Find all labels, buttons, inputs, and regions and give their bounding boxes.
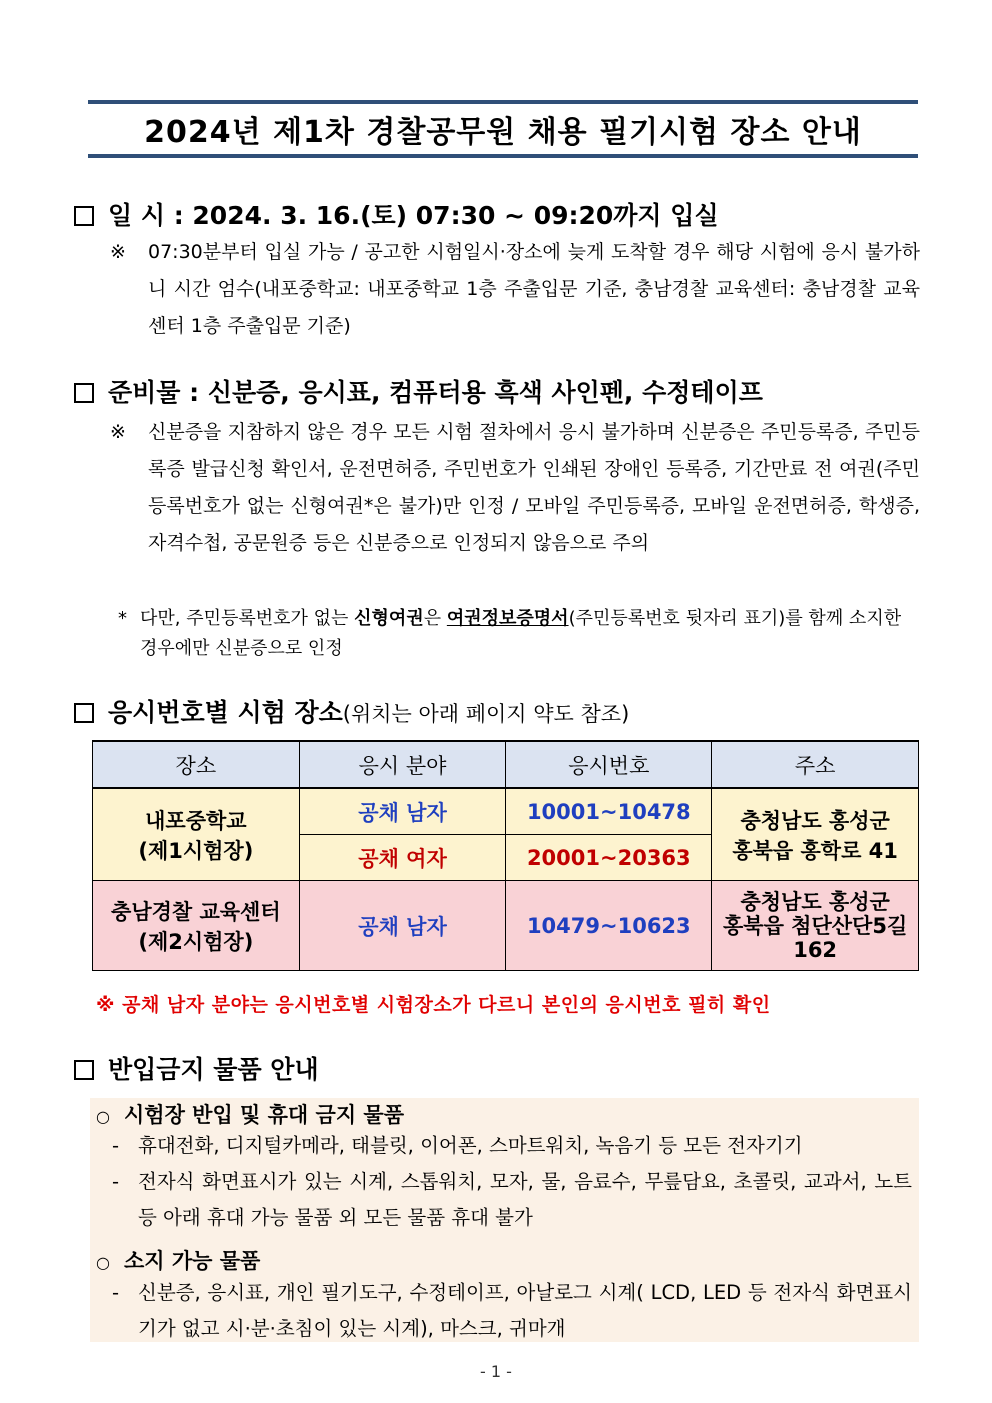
address-line: 162 xyxy=(793,937,838,962)
footnote-part: 은 xyxy=(423,608,447,629)
schedule-note xyxy=(110,234,920,345)
document-title-box xyxy=(88,100,918,158)
checkbox-square-icon xyxy=(74,206,94,226)
list-item-text: 신분증, 응시표, 개인 필기도구, 수정테이프, 아날로그 시계( LCD, LED 등 전자식 화면표시기가 없고 시·분·초침이 있는 시계), 마스크, 귀마개 xyxy=(138,1281,912,1340)
checkbox-square-icon xyxy=(74,1060,94,1080)
venues-heading: 응시번호별 시험 장소 xyxy=(108,698,343,727)
footnote-emphasis: 신형여권 xyxy=(354,608,424,629)
address-line: 홍북읍 첨단산단5길 xyxy=(723,913,908,938)
venue-site-label: (제2시험장) xyxy=(138,929,254,954)
circle-bullet-icon: ○ xyxy=(96,1253,110,1272)
page-number: - 1 - xyxy=(480,1362,512,1381)
field-cell: 공채 여자 xyxy=(299,835,506,881)
list-item-text: 휴대전화, 디지털카메라, 태블릿, 이어폰, 스마트워치, 녹음기 등 모든 전자기기 xyxy=(138,1134,803,1157)
field-cell: 공채 남자 xyxy=(299,881,506,971)
venue-name: 충남경찰 교육센터 xyxy=(111,899,281,924)
venues-heading-row xyxy=(74,693,629,729)
list-item xyxy=(112,1164,912,1236)
venues-table xyxy=(92,740,919,971)
field-cell: 공채 남자 xyxy=(299,788,506,835)
supplies-footnote xyxy=(118,604,920,664)
table-row xyxy=(93,788,919,835)
number-range-cell: 20001~20363 xyxy=(506,835,712,881)
column-header: 응시 분야 xyxy=(299,741,506,788)
venue-warning: ※ 공채 남자 분야는 응시번호별 시험장소가 다르니 본인의 응시번호 필히 확인 xyxy=(96,994,771,1016)
checkbox-square-icon xyxy=(74,383,94,403)
venue-site-label: (제1시험장) xyxy=(138,838,254,863)
schedule-note-text: 07:30분부터 입실 가능 / 공고한 시험일시·장소에 늦게 도착할 경우 해당 시험에 응시 불가하니 시간 엄수(내포중학교: 내포중학교 1층 주출입문 기준, 충남경찰 교육센터: 충남경찰 교육센터 1층 주출입문 기준) xyxy=(148,241,920,337)
supplies-heading-row xyxy=(74,373,763,409)
supplies-note xyxy=(110,414,920,562)
venue-name: 내포중학교 xyxy=(145,808,247,833)
dash-bullet-icon: - xyxy=(112,1281,120,1304)
address-line: 충청남도 홍성군 xyxy=(740,808,890,833)
footnote-part: (주민등록번호 뒷자리 표기)를 함께 소지한 경우에만 신분증으로 인정 xyxy=(140,608,902,659)
prohibited-items-box xyxy=(90,1098,919,1342)
group-title-text: 소지 가능 물품 xyxy=(124,1249,261,1273)
supplies-note-text: 신분증을 지참하지 않은 경우 모든 시험 절차에서 응시 불가하며 신분증은 주민등록증, 주민등록증 발급신청 확인서, 운전면허증, 주민번호가 인쇄된 장애인 등록증, 기간만료 전 여권(주민등록번호가 없는 신형여권*은 불가)만 인정 / 모바일 주민등록증, 모바일 운전면허증, 학생증, 자격수첩, 공문원증 등은 신분증으로 인정되지 않음으로 주의 xyxy=(148,421,920,554)
column-header: 주소 xyxy=(712,741,919,788)
column-header: 장소 xyxy=(93,741,300,788)
document-title: 2024년 제1차 경찰공무원 채용 필기시험 장소 안내 xyxy=(144,115,862,150)
column-header: 응시번호 xyxy=(506,741,712,788)
table-row xyxy=(93,881,919,971)
prohibited-group-title xyxy=(96,1099,404,1129)
dash-bullet-icon: - xyxy=(112,1134,120,1157)
reference-mark-icon: ※ xyxy=(110,421,126,443)
venue-name-cell xyxy=(93,788,300,881)
address-cell xyxy=(712,881,919,971)
address-line: 홍북읍 홍학로 41 xyxy=(732,838,898,863)
schedule-heading: 일 시 : 2024. 3. 16.(토) 07:30 ~ 09:20까지 입실 xyxy=(108,201,719,230)
dash-bullet-icon: - xyxy=(112,1170,120,1193)
address-cell xyxy=(712,788,919,881)
allowed-group-title xyxy=(96,1245,260,1275)
schedule-heading-row xyxy=(74,196,719,232)
list-item xyxy=(112,1275,912,1347)
supplies-footnote-text xyxy=(140,604,920,664)
number-range-cell: 10001~10478 xyxy=(506,788,712,835)
reference-mark-icon: ※ xyxy=(110,241,126,263)
checkbox-square-icon xyxy=(74,703,94,723)
asterisk-icon: * xyxy=(118,608,127,629)
number-range-cell: 10479~10623 xyxy=(506,881,712,971)
table-header-row xyxy=(93,741,919,788)
supplies-heading: 준비물 : 신분증, 응시표, 컴퓨터용 흑색 사인펜, 수정테이프 xyxy=(108,378,763,407)
circle-bullet-icon: ○ xyxy=(96,1107,110,1126)
prohibited-heading: 반입금지 물품 안내 xyxy=(108,1055,319,1084)
list-item xyxy=(112,1128,912,1164)
address-line: 충청남도 홍성군 xyxy=(740,889,890,914)
footnote-part: 다만, 주민등록번호가 없는 xyxy=(140,608,355,629)
list-item-text: 전자식 화면표시가 있는 시계, 스톱워치, 모자, 물, 음료수, 무릎담요, 초콜릿, 교과서, 노트 등 아래 휴대 가능 물품 외 모든 물품 휴대 불가 xyxy=(138,1170,912,1229)
venue-name-cell xyxy=(93,881,300,971)
prohibited-heading-row xyxy=(74,1050,319,1086)
group-title-text: 시험장 반입 및 휴대 금지 물품 xyxy=(124,1103,404,1127)
footnote-emphasis-underlined: 여권정보증명서 xyxy=(446,608,569,629)
venues-heading-suffix: (위치는 아래 페이지 약도 참조) xyxy=(342,702,630,726)
